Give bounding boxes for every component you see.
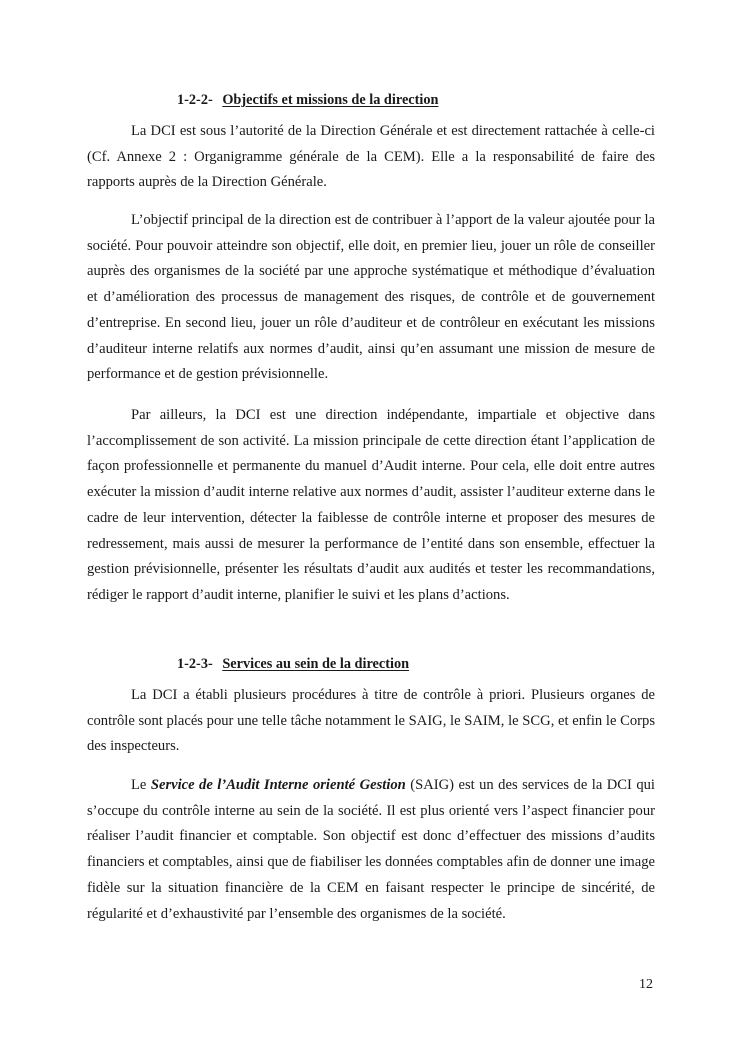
section-heading-1-2-3 — [177, 652, 409, 678]
saig-rest: (SAIG) est un des services de la DCI qui s’occupe du contrôle interne au sein de la société. Il est plus orienté vers l’aspect financier pour réaliser l’audit financier et comptable. Son objectif est donc d’effectuer des missions d’audits financiers et comptables, ainsi que de fiabiliser les données comptables afin de donner une image fidèle sur la situation financière de la CEM en faisant respecter le principe de sincérité, de régularité et d’exhaustivité par l’ensemble des organismes de la société. — [87, 777, 655, 922]
section-number: 1-2-3- — [177, 656, 213, 672]
section-title: Objectifs et missions de la direction — [222, 92, 439, 108]
saig-emphasis: Service de l’Audit Interne orienté Gestion — [150, 777, 406, 793]
section-number: 1-2-2- — [177, 92, 213, 108]
paragraph: Par ailleurs, la DCI est une direction indépendante, impartiale et objective dans l’accomplissement de son activité. La mission principale de cette direction étant l’application de façon professionnelle et permanente du manuel d’Audit interne. Pour cela, elle doit entre autres exécuter la mission d’audit interne relative aux normes d’audit, assister l’auditeur externe dans le cadre de leur intervention, détecter la faiblesse de contrôle interne et proposer des mesures de redressement, mais aussi de mesurer la performance de l’entité dans son ensemble, effectuer la gestion prévisionnelle, présenter les résultats d’audit aux audités et tester les recommandations, rédiger le rapport d’audit interne, planifier le suivi et les plans d’actions. — [87, 407, 655, 603]
paragraph: La DCI a établi plusieurs procédures à titre de contrôle à priori. Plusieurs organes de contrôle sont placés pour une telle tâche notamment le SAIG, le SAIM, le SCG, et enfin le Corps des inspecteurs. — [87, 687, 655, 755]
page-number: 12 — [639, 977, 653, 992]
paragraph-saig — [87, 773, 655, 927]
section-heading-1-2-2 — [177, 88, 438, 114]
section-title: Services au sein de la direction — [222, 656, 410, 672]
saig-lead: Le — [131, 777, 151, 793]
paragraph: La DCI est sous l’autorité de la Direction Générale et est directement rattachée à celle-ci (Cf. Annexe 2 : Organigramme générale de la CEM). Elle a la responsabilité de faire des rapports auprès de la Direction Générale. — [87, 123, 655, 191]
paragraph: L’objectif principal de la direction est de contribuer à l’apport de la valeur ajoutée pour la société. Pour pouvoir atteindre son objectif, elle doit, en premier lieu, jouer un rôle de conseiller auprès des organismes de la société par une approche systématique et méthodique d’évaluation et d’amélioration des processus de management des risques, de contrôle et de gouvernement d’entreprise. En second lieu, jouer un rôle d’auditeur et de contrôleur en exécutant les missions d’auditeur interne relatifs aux normes d’audit, ainsi qu’en assumant une mission de mesure de performance et de gestion prévisionnelle. — [87, 212, 655, 383]
